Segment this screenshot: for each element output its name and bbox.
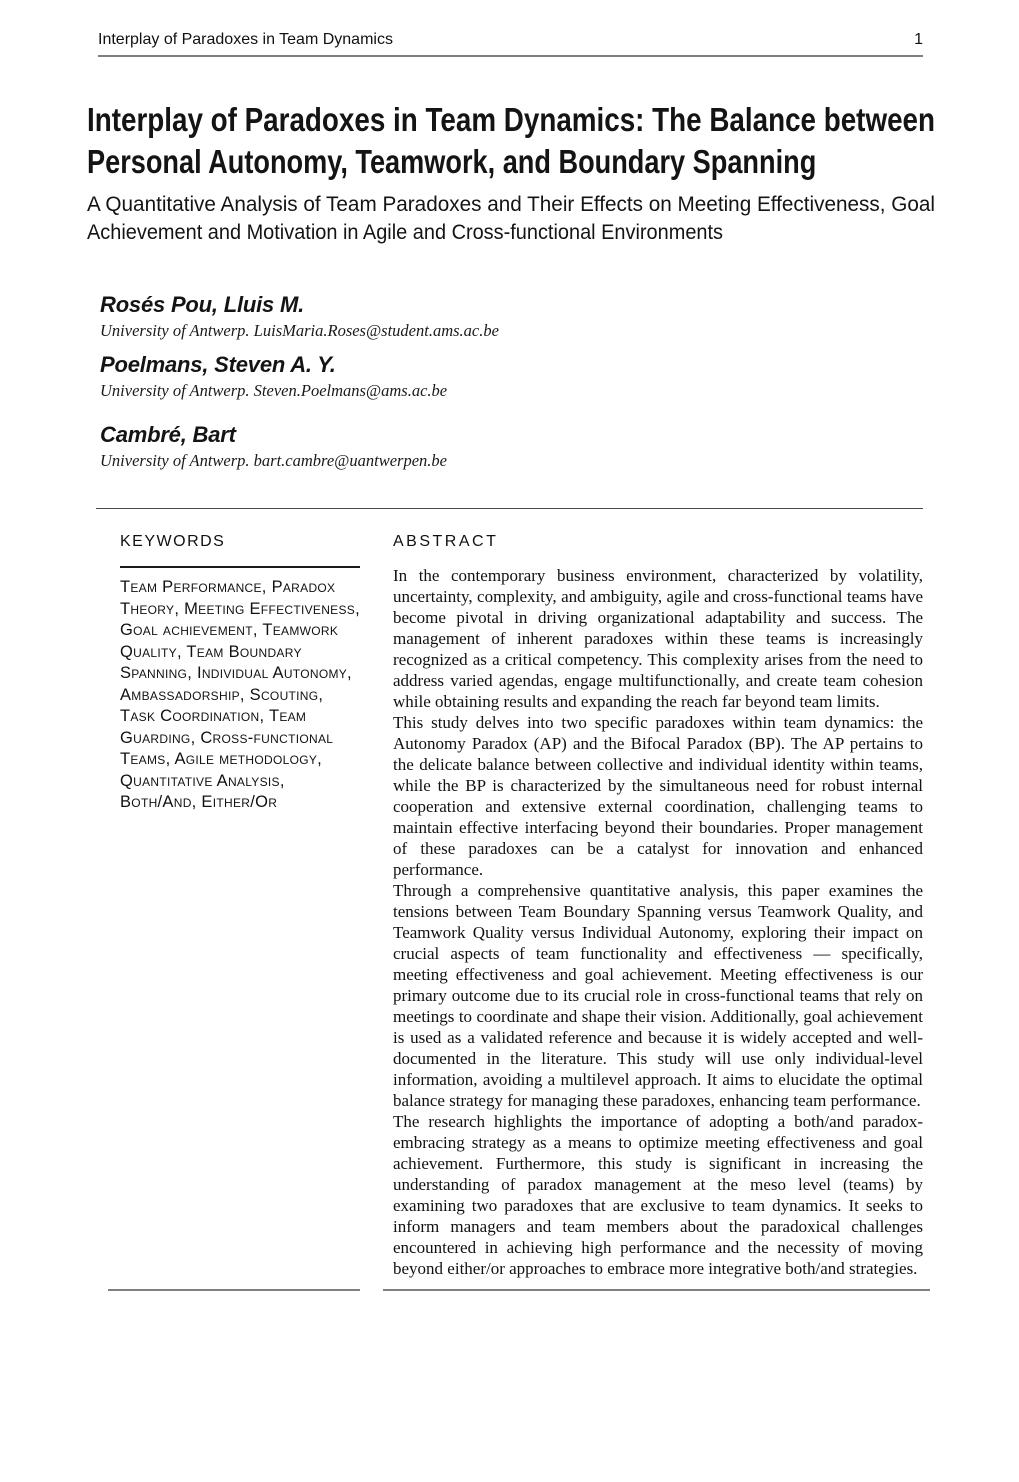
abstract-paragraph: In the contemporary business environment, characterized by volatility, uncertainty, complexity, and ambiguity, agile and cross-functional teams have become pivotal in driving organizational adaptability and success. The management of inherent paradoxes within these teams is increasingly recognized as a critical competency. This complexity arises from the need to address varied agendas, engage multifunctionally, and create team cohesion while obtaining results and expanding the reach far beyond team limits. — [393, 566, 923, 711]
author-affiliation: University of Antwerp. Steven.Poelmans@ams.ac.be — [100, 381, 448, 400]
author-name: Poelmans, Steven A. Y. — [100, 352, 336, 377]
running-header — [98, 30, 923, 57]
abstract-paragraph: Through a comprehensive quantitative analysis, this paper examines the tensions between Team Boundary Spanning versus Teamwork Quality, and Teamwork Quality versus Individual Autonomy, exploring their impact on crucial aspects of team functionality and effectiveness — specifically, meeting effectiveness and goal achievement. Meeting effectiveness is our primary outcome due to its crucial role in cross-functional teams that rely on meetings to coordinate and shape their vision. Additionally, goal achievement is used as a validated reference and because it is widely accepted and well-documented in the literature. This study will use only individual-level information, avoiding a multilevel approach. It aims to elucidate the optimal balance strategy for managing these paradoxes, enhancing team performance. — [393, 881, 923, 1110]
keywords-column — [120, 533, 360, 1291]
author-entry — [100, 291, 923, 341]
keywords-abstract-columns — [98, 533, 923, 1291]
paper-subtitle-line-2: Achievement and Motivation in Agile and Cross-functional Environments — [87, 221, 723, 244]
section-divider-rule — [96, 508, 923, 509]
author-affiliation: University of Antwerp. bart.cambre@uantwerpen.be — [100, 451, 447, 470]
author-name: Cambré, Bart — [100, 422, 236, 447]
paper-title-line-1: Interplay of Paradoxes in Team Dynamics: The Balance between — [87, 101, 935, 138]
keywords-heading: KEYWORDS — [120, 533, 226, 550]
abstract-footer-rule — [383, 1289, 930, 1291]
abstract-paragraph: This study delves into two specific paradoxes within team dynamics: the Autonomy Paradox (AP) and the Bifocal Paradox (BP). The AP pertains to the delicate balance between collective and individual identity within teams, while the BP is characterized by the simultaneous need for robust internal cooperation and extensive external coordination, challenging teams to maintain effective interfacing beyond their boundaries. Proper management of these paradoxes can be a catalyst for innovation and enhanced performance. — [393, 713, 923, 879]
keywords-footer-rule — [108, 1289, 360, 1291]
abstract-column — [393, 533, 923, 1291]
running-header-title: Interplay of Paradoxes in Team Dynamics — [98, 31, 393, 48]
author-block — [100, 291, 923, 471]
author-name: Rosés Pou, Lluis M. — [100, 292, 305, 317]
keywords-list: Team Performance, Paradox Theory, Meeting Effectiveness, Goal achievement, Teamwork Quality, Team Boundary Spanning, Individual Autonomy, Ambassadorship, Scouting, Task Coordination, Team Guarding, Cross-functional Teams, Agile methodology, Quantitative Analysis, Both/And, Either/Or — [120, 566, 360, 814]
page-number: 1 — [914, 31, 923, 48]
paper-title — [87, 99, 935, 183]
paper-title-line-2: Personal Autonomy, Teamwork, and Boundary Spanning — [87, 143, 817, 180]
author-affiliation: University of Antwerp. LuisMaria.Roses@student.ams.ac.be — [100, 321, 499, 340]
abstract-heading: ABSTRACT — [393, 533, 499, 550]
paper-subtitle-line-1: A Quantitative Analysis of Team Paradoxes and Their Effects on Meeting Effectiveness, Goal — [87, 193, 935, 216]
paper-subtitle — [87, 191, 935, 247]
abstract-body — [393, 565, 923, 1279]
author-entry — [100, 421, 923, 471]
abstract-paragraph: The research highlights the importance of adopting a both/and paradox-embracing strategy as a means to optimize meeting effectiveness and goal achievement. Furthermore, this study is significant in increasing the understanding of paradox management at the meso level (teams) by examining two paradoxes that are exclusive to team dynamics. It seeks to inform managers and team members about the paradoxical challenges encountered in achieving high performance and the necessity of moving beyond either/or approaches to embrace more integrative both/and strategies. — [393, 1112, 923, 1278]
author-entry — [100, 351, 923, 401]
